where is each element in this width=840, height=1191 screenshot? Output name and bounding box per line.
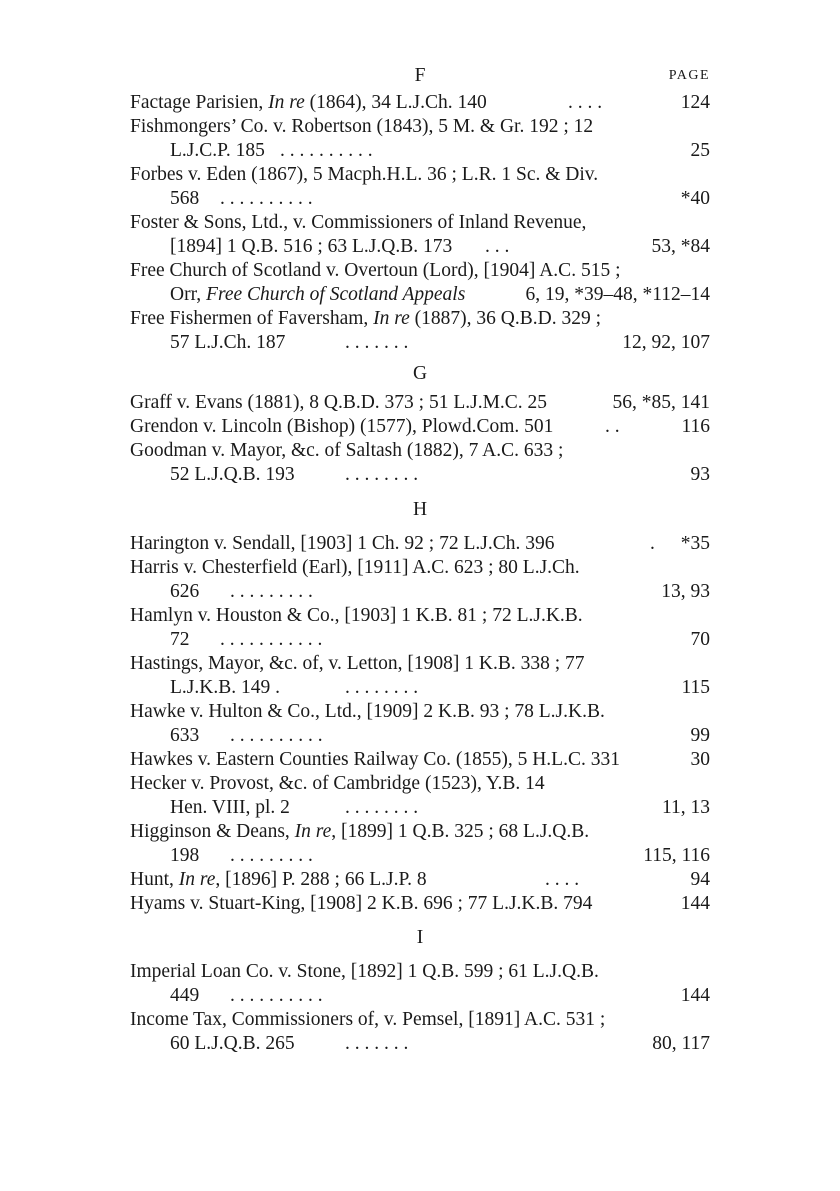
entry-text: Higginson & Deans, <box>130 821 295 842</box>
entry-text: Imperial Loan Co. v. Stone, [1892] 1 Q.B. 599 ; 61 L.J.Q.B. <box>130 961 599 982</box>
leader-dots: . . . . . . . . <box>345 677 419 698</box>
entry-text: Hastings, Mayor, &c. of, v. Letton, [1908] 1 K.B. 338 ; 77 <box>130 653 585 674</box>
entry-text: Foster & Sons, Ltd., v. Commissioners of Inland Revenue, <box>130 212 587 233</box>
page-reference: 99 <box>690 725 710 746</box>
entry-text: Harington v. Sendall, [1903] 1 Ch. 92 ; 72 L.J.Ch. 396 <box>130 533 555 554</box>
entry-text: Graff v. Evans (1881), 8 Q.B.D. 373 ; 51 L.J.M.C. 25 <box>130 392 548 413</box>
entry-text: 72 <box>170 629 190 650</box>
leader-dots: . . . . . . . . . . <box>230 725 323 746</box>
entry-text: , [1899] 1 Q.B. 325 ; 68 L.J.Q.B. <box>331 821 590 842</box>
entry-text: 60 L.J.Q.B. 265 <box>170 1033 295 1054</box>
entry-text: 633 <box>170 725 200 746</box>
entry-text: 626 <box>170 581 200 602</box>
page-reference: *40 <box>680 188 710 209</box>
page-reference: 116 <box>681 416 710 437</box>
entry-text: Hyams v. Stuart-King, [1908] 2 K.B. 696 ; 77 L.J.K.B. 794 <box>130 893 593 914</box>
leader-dots: . . . . <box>545 869 580 890</box>
entry-text: 198 <box>170 845 200 866</box>
page-reference: 94 <box>690 869 710 890</box>
entry-text: Hamlyn v. Houston & Co., [1903] 1 K.B. 81 ; 72 L.J.K.B. <box>130 605 583 626</box>
entry-text: Hawke v. Hulton & Co., Ltd., [1909] 2 K.B. 93 ; 78 L.J.K.B. <box>130 701 605 722</box>
entry-text: L.J.K.B. 149 . <box>170 677 280 698</box>
entry-text: Factage Parisien, <box>130 92 269 113</box>
entry-text: Free Church of Scotland v. Overtoun (Lord), [1904] A.C. 515 ; <box>130 260 621 281</box>
entry-text: Income Tax, Commissioners of, v. Pemsel, [1891] A.C. 531 ; <box>130 1009 606 1030</box>
page-reference: 124 <box>680 92 710 113</box>
page-reference: 12, 92, 107 <box>622 332 710 353</box>
entry-text: (1887), 36 Q.B.D. 329 ; <box>409 308 601 329</box>
entry-text: 57 L.J.Ch. 187 <box>170 332 286 353</box>
leader-dots: . . . . . . . . . . <box>220 188 313 209</box>
page-reference: 70 <box>690 629 710 650</box>
entry-text: Grendon v. Lincoln (Bishop) (1577), Plowd.Com. 501 <box>130 416 554 437</box>
leader-dots: . . . . . . . . . <box>230 845 313 866</box>
entry-italic: In re <box>373 308 410 329</box>
entry-text: Free Fishermen of Faversham, <box>130 308 374 329</box>
leader-dots: . . . . <box>568 92 603 113</box>
page-reference: 115 <box>681 677 710 698</box>
page-column-heading: PAGE <box>668 68 710 83</box>
entry-text: [1894] 1 Q.B. 516 ; 63 L.J.Q.B. 173 <box>170 236 453 257</box>
leader-dots: . . . . . . . <box>345 332 409 353</box>
section-letter-g: G <box>412 363 428 384</box>
entry-text: Hawkes v. Eastern Counties Railway Co. (1855), 5 H.L.C. 331 <box>130 749 620 770</box>
entry-italic: Free Church of Scotland Appeals <box>206 284 466 305</box>
page-reference: 11, 13 <box>661 797 710 818</box>
leader-dots: . <box>650 533 655 554</box>
entry-text: 52 L.J.Q.B. 193 <box>170 464 295 485</box>
entry-text: Fishmongers’ Co. v. Robertson (1843), 5 M. & Gr. 192 ; 12 <box>130 116 594 137</box>
page-reference: 56, *85, 141 <box>612 392 710 413</box>
entry-text: Hen. VIII, pl. 2 <box>170 797 290 818</box>
section-letter-h: H <box>412 499 428 520</box>
page-reference: 13, 93 <box>661 581 710 602</box>
entry-italic: In re <box>294 821 332 842</box>
entry-text: 568 <box>170 188 200 209</box>
entry-text: Harris v. Chesterfield (Earl), [1911] A.C. 623 ; 80 L.J.Ch. <box>130 557 580 578</box>
section-letter-i: I <box>416 927 424 948</box>
leader-dots: . . . . . . . . <box>345 797 419 818</box>
page-reference: 144 <box>680 893 710 914</box>
leader-dots: . . . <box>485 236 510 257</box>
entry-text: Forbes v. Eden (1867), 5 Macph.H.L. 36 ; L.R. 1 Sc. & Div. <box>130 164 599 185</box>
page-reference: 53, *84 <box>651 236 710 257</box>
page-reference: 25 <box>690 140 710 161</box>
page-reference: 93 <box>690 464 710 485</box>
entry-italic: In re <box>178 869 216 890</box>
entry-text: (1864), 34 L.J.Ch. 140 <box>304 92 487 113</box>
section-letter-f: F <box>414 65 426 86</box>
entry-text: Orr, <box>170 284 207 305</box>
leader-dots: . . . . . . . . . . . <box>220 629 323 650</box>
page-reference: *35 <box>680 533 710 554</box>
leader-dots: . . . . . . . . . . <box>230 985 323 1006</box>
leader-dots: . . . . . . . . <box>345 464 419 485</box>
page-reference: 30 <box>690 749 710 770</box>
page-reference: 144 <box>680 985 710 1006</box>
page-reference: 80, 117 <box>652 1033 710 1054</box>
entry-text: L.J.C.P. 185 <box>170 140 265 161</box>
entry-italic: In re <box>268 92 305 113</box>
entry-text: 449 <box>170 985 200 1006</box>
entry-text: Goodman v. Mayor, &c. of Saltash (1882), 7 A.C. 633 ; <box>130 440 564 461</box>
leader-dots: . . . . . . . <box>345 1033 409 1054</box>
entry-text: , [1896] P. 288 ; 66 L.J.P. 8 <box>215 869 427 890</box>
entry-text: Hunt, <box>130 869 179 890</box>
leader-dots: . . <box>605 416 620 437</box>
leader-dots: . . . . . . . . . . <box>280 140 373 161</box>
leader-dots: . . . . . . . . . <box>230 581 313 602</box>
page-reference: 6, 19, *39–48, *112–14 <box>525 284 710 305</box>
entry-text: Hecker v. Provost, &c. of Cambridge (1523), Y.B. 14 <box>130 773 545 794</box>
page-reference: 115, 116 <box>643 845 710 866</box>
